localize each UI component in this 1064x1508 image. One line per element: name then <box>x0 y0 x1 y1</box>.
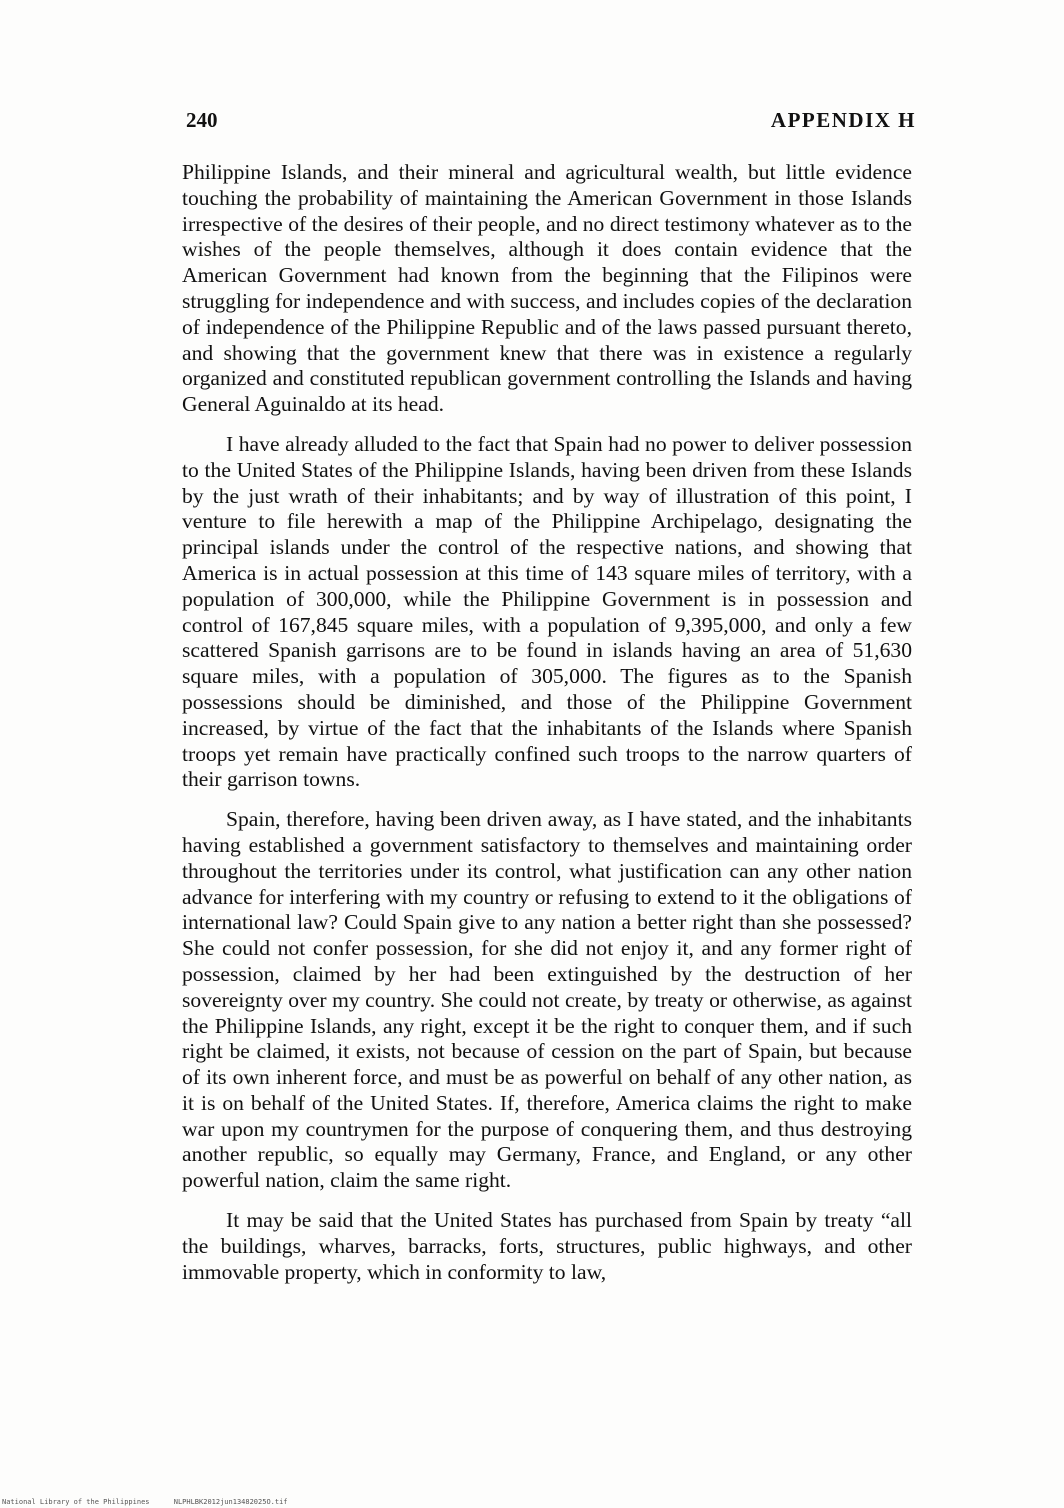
paragraph: I have already alluded to the fact that Spain had no power to deliver possession to the United States of the Philippine Islands, having been driven from these Islands by the just wrath of their inhabitants; and by way of illustration of this point, I venture to file herewith a map of the Philippine Archipelago, designating the principal islands under the control of the respective nations, and showing that America is in actual possession at this time of 143 square miles of territory, with a population of 300,000, while the Philippine Government is in possession and control of 167,845 square miles, with a population of 9,395,000, and only a few scattered Spanish garrisons are to be found in islands having an area of 51,630 square miles, with a population of 305,000. The figures as to the Spanish possessions should be diminished, and those of the Philippine Government increased, by virtue of the fact that the inhabitants of the Islands where Spanish troops yet remain have practically confined such troops to the narrow quarters of their garrison towns. <box>182 431 912 792</box>
running-head: APPENDIX H <box>770 108 916 132</box>
paragraph-continued: Philippine Islands, and their mineral and agricultural wealth, but little evidence touching the probability of maintaining the American Government in those Islands irrespective of the desires of their people, and no direct testimony whatever as to the wishes of the people themselves, although it does contain evidence that the American Government had known from the beginning that the Filipinos were struggling for independence and with success, and includes copies of the declaration of independence of the Philippine Republic and of the laws passed pursuant thereto, and showing that the government knew that there was in existence a regularly organized and constituted republican government controlling the Islands and having General Aguinaldo at its head. <box>182 160 912 417</box>
footer-file-id: NLPHLBK2012jun13482025O.tif <box>173 1498 288 1506</box>
page-number: 240 <box>186 108 218 132</box>
paragraph: Spain, therefore, having been driven away, as I have stated, and the inhabitants having established a government satisfactory to themselves and maintaining order throughout the territories under its control, what justification can any other nation advance for interfering with my country or refusing to extend to it the obligations of international law? Could Spain give to any nation a better right than she possessed? She could not confer possession, for she did not enjoy it, and any former right of possession, claimed by her had been extinguished by the destruction of her sovereignty over my country. She could not create, by treaty or otherwise, as against the Philippine Islands, any right, except it be the right to conquer them, and if such right be claimed, it exists, not because of cession on the part of Spain, but because of its own inherent force, and must be as powerful on behalf of any other nation, as it is on behalf of the United States. If, therefore, America claims the right to make war upon my countrymen for the purpose of conquering them, and thus destroying another republic, so equally may Germany, France, and England, or any other powerful nation, claim the same right. <box>182 807 912 1193</box>
footer-library: National Library of the Philippines <box>2 1498 150 1506</box>
paragraph: It may be said that the United States has purchased from Spain by treaty “all the buildings, wharves, barracks, forts, structures, public highways, and other immovable property, which in conformity to law, <box>182 1208 912 1284</box>
scan-footer <box>2 1498 308 1506</box>
body-text <box>182 160 912 1299</box>
page-header <box>186 108 916 142</box>
